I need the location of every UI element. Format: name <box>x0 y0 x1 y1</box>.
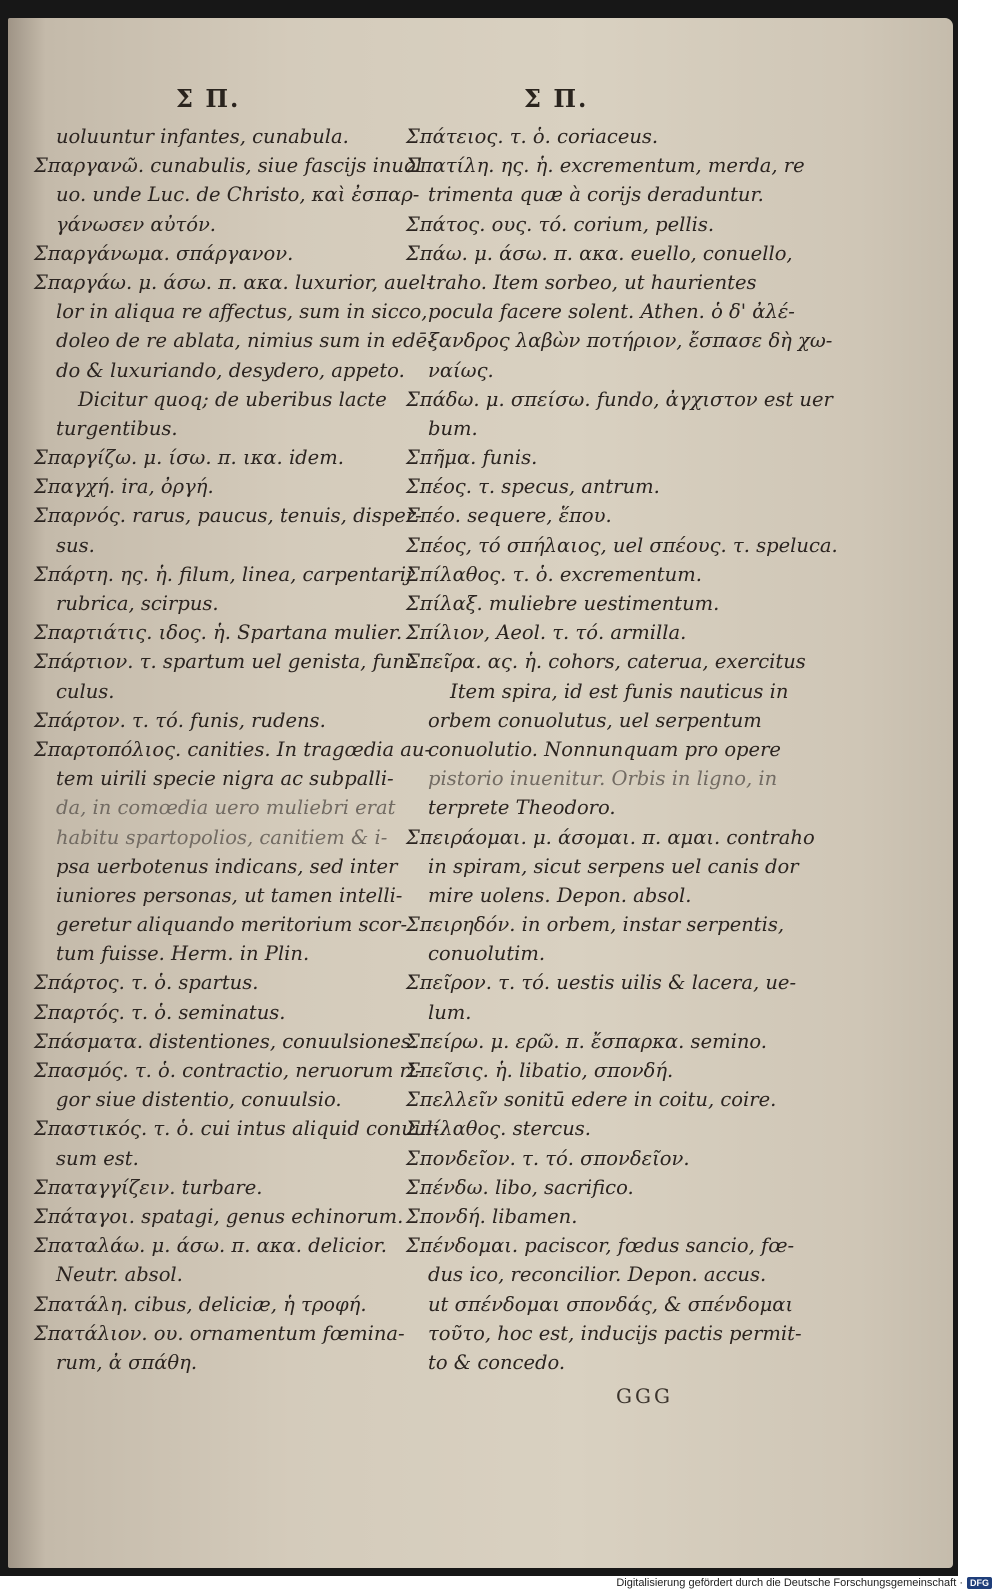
dictionary-line: Σπείρω. μ. ερῶ. π. ἔσπαρκα. semino. <box>406 1029 767 1053</box>
dictionary-line: τοῦτο, hoc est, inducijs pactis permit- <box>428 1321 802 1345</box>
dictionary-line: Σπαργάω. μ. άσω. π. ακα. luxurior, auel- <box>34 270 433 294</box>
dictionary-line: tem uirili specie nigra ac subpalli- <box>56 767 394 791</box>
dictionary-line: Σπειράομαι. μ. άσομαι. π. αμαι. contraho <box>406 825 815 849</box>
left-column <box>34 122 440 1377</box>
dictionary-line: Σπάτειος. τ. ὁ. coriaceus. <box>406 125 659 148</box>
dictionary-line: do & luxuriando, desydero, appeto. <box>56 358 405 382</box>
dictionary-line: Σπέο. sequere, ἕπου. <box>406 504 612 528</box>
credit-text: Digitalisierung gefördert durch die Deutsche Forschungsgemeinschaft · <box>616 1577 963 1589</box>
dictionary-line: Σπαργίζω. μ. ίσω. π. ικα. idem. <box>34 446 344 470</box>
dictionary-line: Σπαγχή. ira, ὀργή. <box>34 475 214 499</box>
dictionary-line: Σπαρτός. τ. ὁ. seminatus. <box>34 1000 286 1024</box>
dictionary-line: Σπάσματα. distentiones, conuulsiones. <box>34 1029 418 1053</box>
dictionary-line: Σπατάλιον. ου. ornamentum fœmina- <box>34 1321 405 1345</box>
dictionary-line: conuolutio. Nonnunquam pro opere <box>428 737 781 761</box>
dictionary-line: ναίως. <box>428 358 494 382</box>
book-page <box>8 18 953 1568</box>
dictionary-line: Σπασμός. τ. ὁ. contractio, neruorum ri- <box>34 1059 422 1082</box>
dictionary-line: Σπάρτος. τ. ὁ. spartus. <box>34 971 259 995</box>
running-head-left: Σ Π. <box>176 84 241 113</box>
dictionary-line: pistorio inuenitur. Orbis in ligno, in <box>428 767 778 791</box>
dictionary-line: Neutr. absol. <box>56 1263 183 1287</box>
dictionary-line: culus. <box>56 679 115 703</box>
dictionary-line: uoluuntur infantes, cunabula. <box>56 125 349 148</box>
running-head-right: Σ Π. <box>524 84 589 113</box>
right-column <box>406 122 838 1377</box>
dictionary-line: turgentibus. <box>56 416 178 440</box>
dictionary-line: Σπεῖσις. ἡ. libatio, σπονδή. <box>406 1059 674 1082</box>
dictionary-line: Item spira, id est funis nauticus in <box>450 679 789 703</box>
dictionary-line: Σπειρηδόν. in orbem, instar serpentis, <box>406 913 785 937</box>
dictionary-line: habitu spartopolios, canitiem & i- <box>56 825 388 849</box>
dictionary-line: Σπατίλη. ης. ἡ. excrementum, merda, re <box>406 154 805 178</box>
dictionary-line: terprete Theodoro. <box>428 796 616 820</box>
dictionary-line: Σπαρνός. rarus, paucus, tenuis, disper- <box>34 504 422 528</box>
dictionary-line: Σπίλαθος. stercus. <box>406 1117 591 1141</box>
dictionary-line: Σπαρτοπόλιος. canities. In tragœdia au- <box>34 737 432 761</box>
dictionary-line: Dicitur quoq; de uberibus lacte <box>78 387 387 411</box>
dictionary-line: Σπίλιον, Aeol. τ. τό. armilla. <box>406 621 687 645</box>
dictionary-line: bum. <box>428 416 478 440</box>
dictionary-line: Σπάδω. μ. σπείσω. fundo, ἀγχιστον est uer <box>406 387 833 411</box>
dictionary-line: Σπίλαθος. τ. ὁ. excrementum. <box>406 562 702 586</box>
dictionary-line: Σπαρτιάτις. ιδος. ἡ. Spartana mulier. <box>34 621 403 645</box>
dictionary-line: doleo de re ablata, nimius sum in edē- <box>56 329 434 353</box>
dictionary-line: Σπένδω. libo, sacrifico. <box>406 1175 634 1199</box>
dictionary-line: Σπένδομαι. paciscor, fœdus sancio, fœ- <box>406 1234 795 1258</box>
dictionary-line: Σπαταγγίζειν. turbare. <box>34 1175 263 1199</box>
dictionary-line: Σπαργάνωμα. σπάργανον. <box>34 241 294 265</box>
dictionary-line: Σπῆμα. funis. <box>406 446 538 470</box>
dictionary-line: Σπάρτιον. τ. spartum uel genista, funi- <box>34 650 418 674</box>
dictionary-line: traho. Item sorbeo, ut haurientes <box>428 270 757 294</box>
dictionary-line: lum. <box>428 1000 472 1024</box>
dictionary-line: sus. <box>56 533 95 557</box>
dictionary-line: orbem conuolutus, uel serpentum <box>428 708 762 732</box>
dictionary-line: Σπέος. τ. specus, antrum. <box>406 475 660 499</box>
dictionary-line: Σπάτος. ους. τό. corium, pellis. <box>406 212 715 236</box>
dictionary-line: Σπαταλάω. μ. άσω. π. ακα. delicior. <box>34 1234 387 1258</box>
dictionary-line: Σπάρτη. ης. ἡ. filum, linea, carpentarij <box>34 562 412 586</box>
signature-mark: GGG <box>616 1384 673 1408</box>
dictionary-line: to & concedo. <box>428 1350 566 1374</box>
dictionary-line: gor siue distentio, conuulsio. <box>56 1088 342 1112</box>
dictionary-line: ξανδρος λαβὼν ποτήριον, ἔσπασε δὴ χω- <box>428 329 833 353</box>
digitization-credit <box>616 1576 992 1590</box>
dfg-logo: DFG <box>967 1577 992 1589</box>
dictionary-line: Σπαστικός. τ. ὁ. cui intus aliquid conuul- <box>34 1117 440 1141</box>
dictionary-line: Σπελλεῖν sonitū edere in coitu, coire. <box>406 1088 777 1112</box>
dictionary-line: uo. unde Luc. de Christo, καὶ ἐσπαρ- <box>56 183 420 207</box>
dictionary-line: Σπατάλη. cibus, deliciæ, ἡ τροφή. <box>34 1292 367 1316</box>
dictionary-line: dus ico, reconcilior. Depon. accus. <box>428 1263 767 1287</box>
dictionary-line: tum fuisse. Herm. in Plin. <box>56 942 310 966</box>
dictionary-line: Σπονδή. libamen. <box>406 1204 578 1228</box>
dictionary-line: geretur aliquando meritorium scor- <box>56 913 408 937</box>
dictionary-line: Σπάω. μ. άσω. π. ακα. euello, conuello, <box>406 241 793 265</box>
dictionary-line: Σπεῖρον. τ. τό. uestis uilis & lacera, ue- <box>406 971 797 995</box>
dictionary-line: Σπεῖρα. ας. ἡ. cohors, caterua, exercitus <box>406 650 806 674</box>
dictionary-line: Σπαργανῶ. cunabulis, siue fascijs inuol <box>34 154 422 178</box>
dictionary-line: psa uerbotenus indicans, sed inter <box>56 854 398 878</box>
dictionary-line: Σπίλαξ. muliebre uestimentum. <box>406 592 720 615</box>
dictionary-line: sum est. <box>56 1146 139 1170</box>
dictionary-line: rum, ἀ σπάθη. <box>56 1350 198 1374</box>
dictionary-line: conuolutim. <box>428 942 546 966</box>
dictionary-line: iuniores personas, ut tamen intelli- <box>56 883 403 907</box>
dictionary-line: Σπάρτον. τ. τό. funis, rudens. <box>34 708 326 732</box>
dictionary-line: in spiram, sicut serpens uel canis dor <box>428 854 799 878</box>
dictionary-line: mire uolens. Depon. absol. <box>428 883 692 907</box>
dictionary-line: Σπονδεῖον. τ. τό. σπονδεῖον. <box>406 1146 690 1170</box>
dictionary-line: lor in aliqua re affectus, sum in sicco, <box>56 300 428 324</box>
dictionary-line: pocula facere solent. Athen. ὁ δ' ἀλέ- <box>428 300 795 324</box>
dictionary-line: γάνωσεν αὐτόν. <box>56 212 217 236</box>
dictionary-line: Σπάταγοι. spatagi, genus echinorum. <box>34 1204 404 1228</box>
dictionary-line: trimenta quæ à corijs deraduntur. <box>428 183 764 207</box>
dictionary-line: da, in comœdia uero muliebri erat <box>56 796 396 820</box>
dictionary-line: ut σπένδομαι σπονδάς, & σπένδομαι <box>428 1292 794 1316</box>
dictionary-line: rubrica, scirpus. <box>56 592 219 615</box>
dictionary-line: Σπέος, τό σπήλαιος, uel σπέους. τ. speluca. <box>406 533 838 557</box>
